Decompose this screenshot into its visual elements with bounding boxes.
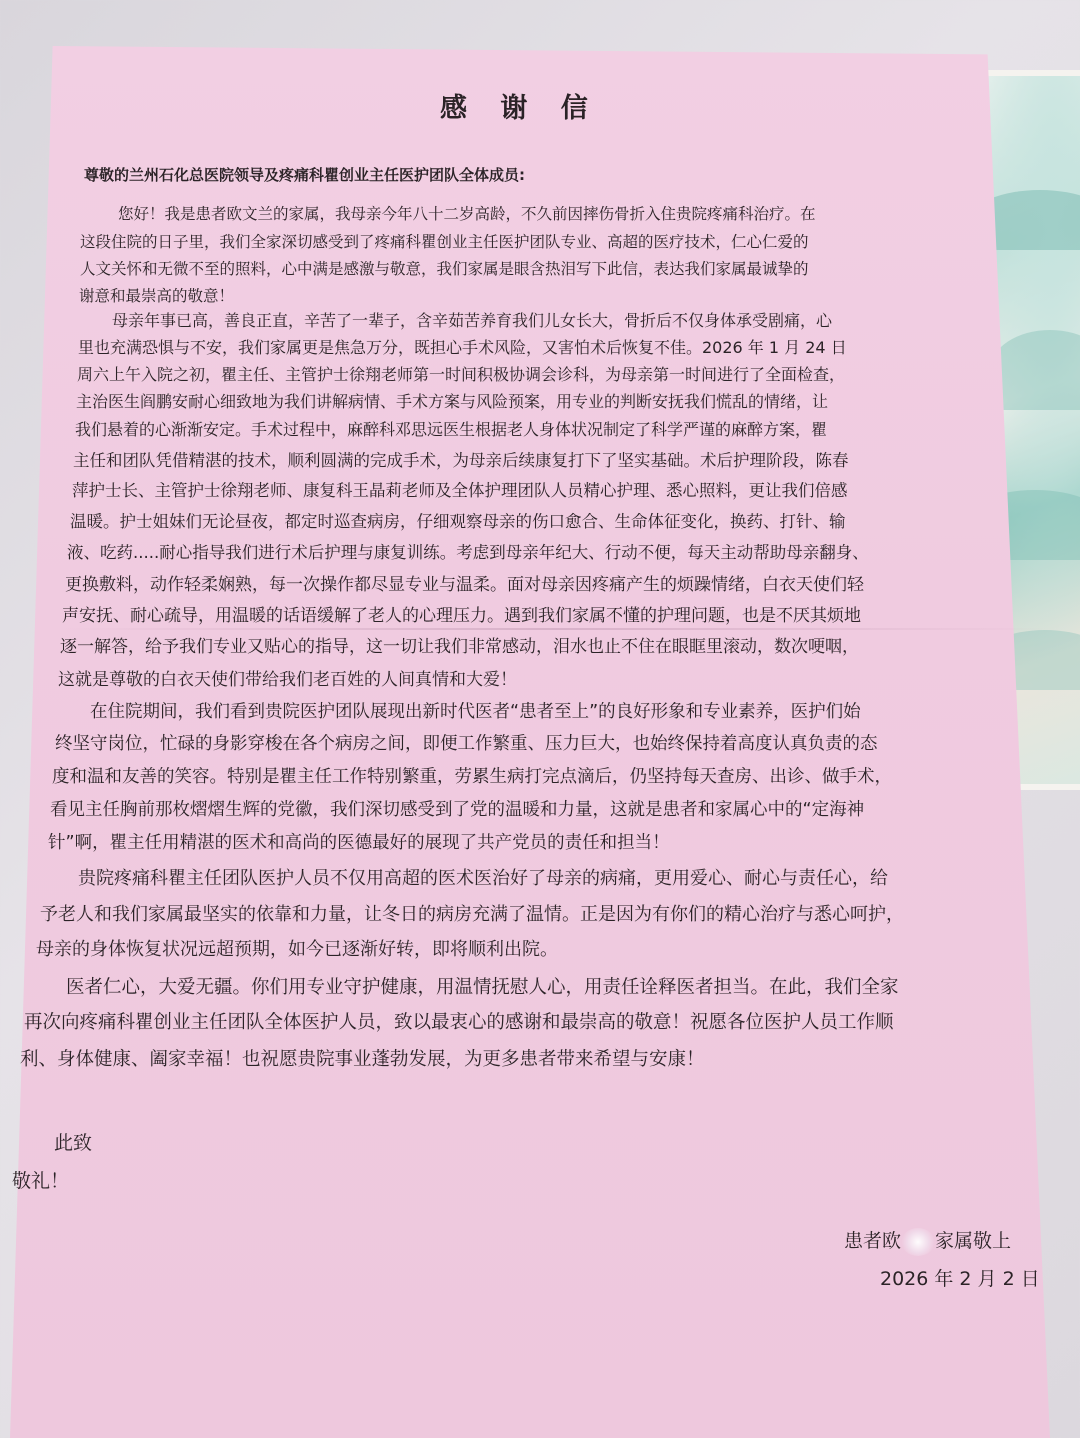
closing-salute: 敬礼！ <box>12 1170 70 1192</box>
body-line: 逐一解答，给予我们专业又贴心的指导，这一切让我们非常感动，泪水也止不住在眼眶里滚动，数次哽咽， <box>60 637 859 657</box>
body-line: 在住院期间，我们看到贵院医护团队展现出新时代医者“患者至上”的良好形象和专业素养，医护们始 <box>90 702 861 722</box>
body-line: 母亲年事已高，善良正直，辛苦了一辈子，含辛茹苦养育我们儿女长大，骨折后不仅身体承受剧痛，心 <box>112 311 833 330</box>
body-line: 谢意和最崇高的敬意！ <box>79 287 235 305</box>
body-line: 针”啊，瞿主任用精湛的医术和高尚的医德最好的展现了共产党员的责任和担当！ <box>48 833 670 853</box>
body-line: 度和温和友善的笑容。特别是瞿主任工作特别繁重，劳累生病打完点滴后，仍坚持每天查房、出诊、做手术， <box>52 767 892 787</box>
body-line: 这段住院的日子里，我们全家深切感受到了疼痛科瞿创业主任医护团队专业、高超的医疗技术，仁心仁爱的 <box>80 233 809 251</box>
body-line: 再次向疼痛科瞿创业主任团队全体医护人员，致以最衷心的感谢和最崇高的敬意！祝愿各位医护人员工作顺 <box>24 1012 894 1033</box>
body-line: 您好！我是患者欧文兰的家属，我母亲今年八十二岁高龄，不久前因摔伤骨折入住贵院疼痛科治疗。在 <box>118 205 816 223</box>
redaction-blur <box>901 1228 935 1256</box>
letter-title: 感 谢 信 <box>440 93 600 124</box>
letter-date: 2026 年 2 月 2 日 <box>880 1268 1040 1290</box>
body-line: 周六上午入院之初，瞿主任、主管护士徐翔老师第一时间积极协调会诊科，为母亲第一时间进行了全面检查， <box>77 365 846 384</box>
paper-fold-crease <box>60 628 1050 630</box>
body-line: 声安抚、耐心疏导，用温暖的话语缓解了老人的心理压力。遇到我们家属不懂的护理问题，也是不厌其烦地 <box>62 606 861 626</box>
body-line: 贵院疼痛科瞿主任团队医护人员不仅用高超的医术医治好了母亲的病痛，更用爱心、耐心与责任心，给 <box>78 868 888 889</box>
signature <box>844 1226 1011 1256</box>
letter-salutation: 尊敬的兰州石化总医院领导及疼痛科瞿创业主任医护团队全体成员: <box>84 166 526 184</box>
body-line: 里也充满恐惧与不安，我们家属更是焦急万分，既担心手术风险，又害怕术后恢复不佳。2026 年 1 月 24 日 <box>78 338 847 357</box>
body-line: 予老人和我们家属最坚实的依靠和力量，让冬日的病房充满了温情。正是因为有你们的精心治疗与悉心呵护， <box>40 904 904 925</box>
body-line: 液、吃药.....耐心指导我们进行术后护理与康复训练。考虑到母亲年纪大、行动不便，每天主动帮助母亲翻身、 <box>67 543 869 562</box>
body-line: 温暖。护士姐妹们无论昼夜，都定时巡查病房，仔细观察母亲的伤口愈合、生命体征变化，换药、打针、输 <box>70 512 846 531</box>
body-line: 终坚守岗位，忙碌的身影穿梭在各个病房之间，即便工作繁重、压力巨大，也始终保持着高度认真负责的态 <box>55 734 878 754</box>
body-line: 医者仁心，大爱无疆。你们用专业守护健康，用温情抚慰人心，用责任诠释医者担当。在此，我们全家 <box>66 977 899 998</box>
signature-prefix: 患者欧 <box>844 1230 902 1252</box>
closing-text: 此致 <box>54 1132 93 1154</box>
body-line: 我们悬着的心渐渐安定。手术过程中，麻醉科邓思远医生根据老人身体状况制定了科学严谨的麻醉方案，瞿 <box>75 420 828 439</box>
body-line: 利、身体健康、阖家幸福！也祝愿贵院事业蓬勃发展，为更多患者带来希望与安康！ <box>20 1049 705 1070</box>
body-line: 更换敷料，动作轻柔娴熟，每一次操作都尽显专业与温柔。面对母亲因疼痛产生的烦躁情绪，白衣天使们轻 <box>65 575 864 595</box>
body-line: 母亲的身体恢复状况远超预期，如今已逐渐好转，即将顺利出院。 <box>36 939 558 960</box>
body-line: 主任和团队凭借精湛的技术，顺利圆满的完成手术，为母亲后续康复打下了坚实基础。术后护理阶段，陈春 <box>73 451 849 470</box>
body-line: 萍护士长、主管护士徐翔老师、康复科王晶莉老师及全体护理团队人员精心护理、悉心照料，更让我们倍感 <box>72 481 848 500</box>
body-line: 人文关怀和无微不至的照料，心中满是感激与敬意，我们家属是眼含热泪写下此信，表达我们家属最诚挚的 <box>80 260 809 278</box>
body-line: 这就是尊敬的白衣天使们带给我们老百姓的人间真情和大爱！ <box>58 670 517 690</box>
body-line: 看见主任胸前那枚熠熠生辉的党徽，我们深切感受到了党的温暖和力量，这就是患者和家属心中的“定海神 <box>50 800 865 820</box>
signature-suffix: 家属敬上 <box>935 1230 1012 1252</box>
body-line: 主治医生阎鹏安耐心细致地为我们讲解病情、手术方案与风险预案，用专业的判断安抚我们慌乱的情绪，让 <box>76 392 829 411</box>
